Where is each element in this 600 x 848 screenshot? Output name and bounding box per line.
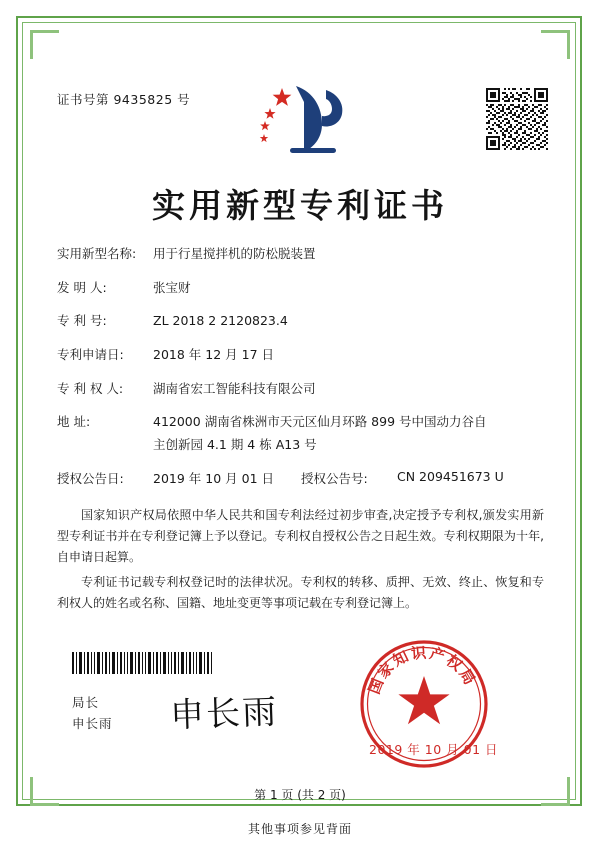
legal-paragraph-2: 专利证书记载专利权登记时的法律状况。专利权的转移、质押、无效、终止、恢复和专利权人的姓名或名称、国籍、地址变更等事项记载在专利登记簿上。	[57, 575, 544, 610]
field-label: 专 利 权 人:	[57, 380, 124, 396]
field-value: 张宝财	[153, 279, 191, 295]
signatory-role: 局长	[72, 695, 100, 710]
cnipa-logo	[0, 82, 600, 158]
page-title: 实用新型专利证书	[152, 186, 448, 225]
field-label: 授权公告日:	[57, 471, 124, 487]
field-value: 湖南省宏工智能科技有限公司	[153, 380, 316, 396]
page-number: 第 1 页 (共 2 页)	[254, 788, 346, 802]
legal-text	[57, 505, 544, 618]
field-value: 412000 湖南省株洲市天元区仙月环路 899 号中国动力谷自	[153, 414, 487, 430]
certificate-number: 证书号第 9435825 号	[57, 92, 191, 107]
field-inventor	[57, 279, 543, 297]
legal-paragraph-1: 国家知识产权局依照中华人民共和国专利法经过初步审查,决定授予专利权,颁发实用新型专利证书并在专利登记簿上予以登记。专利权自授权公告之日起生效。专利权期限为十年,自申请日起算。	[57, 508, 544, 564]
handwritten-signature: 申长雨	[169, 692, 279, 736]
field-patent-number	[57, 312, 543, 330]
field-label: 发 明 人:	[57, 279, 107, 295]
signatory-name: 申长雨	[72, 716, 113, 732]
field-grant-row	[57, 469, 543, 487]
field-address	[57, 413, 543, 431]
field-utility-model-name	[57, 245, 543, 263]
field-address-line2: 主创新园 4.1 期 4 栋 A13 号	[153, 436, 317, 452]
footer-note: 其他事项参见背面	[247, 822, 352, 836]
corner-ornament-top-left	[30, 30, 59, 59]
field-value: 2018 年 12 月 17 日	[153, 346, 274, 362]
field-value: CN 209451673 U	[397, 469, 504, 485]
seal-date: 2019 年 10 月 01 日	[369, 742, 498, 757]
field-label: 地 址:	[57, 414, 91, 430]
field-grant-date	[57, 469, 301, 487]
field-label: 授权公告号:	[301, 471, 368, 487]
field-list	[57, 245, 543, 499]
field-label: 实用新型名称:	[57, 246, 137, 261]
corner-ornament-top-right	[541, 30, 570, 59]
field-label: 专 利 号:	[57, 313, 107, 329]
field-value: 2019 年 10 月 01 日	[153, 471, 274, 487]
barcode	[72, 652, 212, 674]
field-value: 用于行星搅拌机的防松脱装置	[153, 246, 316, 261]
field-patentee	[57, 380, 543, 398]
field-application-date	[57, 346, 543, 364]
field-grant-publication-number	[301, 469, 504, 487]
field-value: ZL 2018 2 2120823.4	[153, 313, 288, 329]
svg-text:国家知识产权局: 国家知识产权局	[365, 643, 480, 697]
field-label: 专利申请日:	[57, 346, 124, 362]
signature-block	[72, 692, 113, 735]
